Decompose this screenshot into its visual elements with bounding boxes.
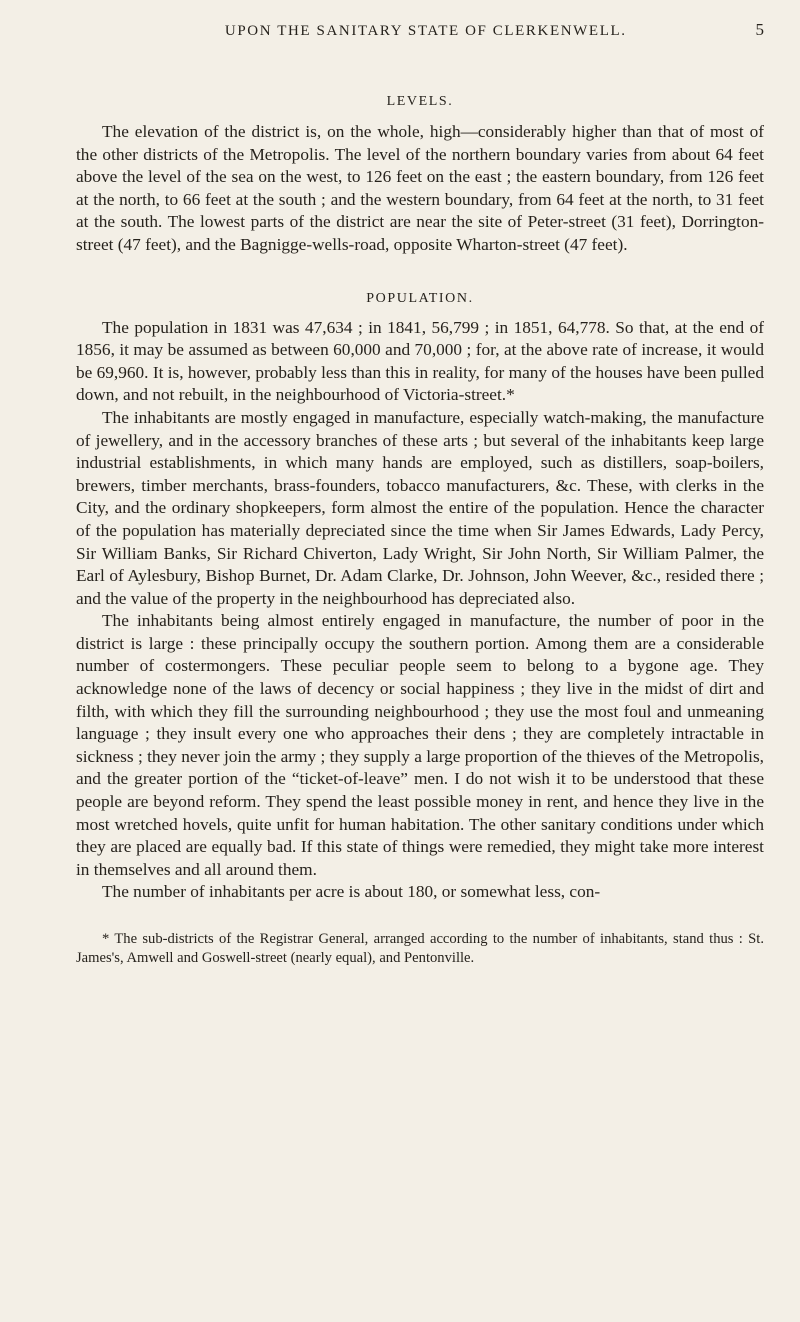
levels-paragraph: The elevation of the district is, on the whole, high—considerably higher than that of most of the other districts of the Metropolis. The level of the northern boundary varies from about 64 feet above the level of the sea on the west, to 126 feet on the east ; the eastern boundary, from 126 feet at the north, to 66 feet at the south ; and the western boundary, from 64 feet at the north, to 31 feet at the south. The lowest parts of the district are near the site of Peter-street (31 feet), Dorrington-street (47 feet), and the Bagnigge-wells-road, opposite Wharton-street (47 feet).	[76, 122, 764, 254]
population-paragraph-3: The inhabitants being almost entirely engaged in manufacture, the number of poor in the district is large : these principally occupy the southern portion. Among them are a considerable number of costermongers. These peculiar people seem to belong to a bygone age. They acknowledge none of the laws of decency or social happiness ; they live in the midst of dirt and filth, with which they fill the surrounding neighbourhood ; they use the most foul and unmeaning language ; they insult every one who approaches their dens ; they are completely intractable in sickness ; they never join the army ; they supply a large proportion of the thieves of the Metropolis, and the greater portion of the “ticket-of-leave” men. I do not wish it to be understood that these people are beyond reform. They spend the least possible money in rent, and hence they live in the most wretched hovels, quite unfit for human habitation. The other sanitary conditions under which they are placed are equally bad. If this state of things were remedied, they might take more interest in themselves and all around them.	[76, 611, 764, 879]
population-paragraph-2: The inhabitants are mostly engaged in manufacture, especially watch-making, the manufacture of jewellery, and in the accessory branches of these arts ; but several of the inhabitants keep large industrial establishments, in which many hands are employed, such as distillers, soap-boilers, brewers, timber merchants, brass-founders, tobacco manufacturers, &c. These, with clerks in the City, and the ordinary shopkeepers, form almost the entire of the population. Hence the character of the population has materially depreciated since the time when Sir James Edwards, Lady Percy, Sir William Banks, Sir Richard Chiverton, Lady Wright, Sir John North, Sir William Palmer, the Earl of Aylesbury, Bishop Burnet, Dr. Adam Clarke, Dr. Johnson, John Weever, &c., resided there ; and the value of the property in the neighbourhood has depreciated also.	[76, 407, 764, 608]
footnote	[76, 930, 764, 968]
population-paragraph-1: The population in 1831 was 47,634 ; in 1841, 56,799 ; in 1851, 64,778. So that, at the end of 1856, it may be assumed as between 60,000 and 70,000 ; for, at the above rate of increase, it would be 69,960. It is, however, probably less than this in reality, for many of the houses have been pulled down, and not rebuilt, in the neighbourhood of Victoria-street.*	[76, 317, 764, 405]
population-paragraph-4: The number of inhabitants per acre is about 180, or somewhat less, con-	[102, 882, 601, 902]
levels-heading: LEVELS.	[386, 94, 454, 109]
running-head	[76, 20, 764, 40]
page-number: 5	[755, 20, 764, 39]
population-heading: POPULATION.	[366, 290, 474, 306]
running-head-title: UPON THE SANITARY STATE OF CLERKENWELL.	[224, 23, 627, 39]
footnote-text: * The sub-districts of the Registrar General, arranged according to the number of inhabitants, stand thus : St. James's, Amwell and Goswell-street (nearly equal), and Pentonville.	[76, 931, 764, 966]
